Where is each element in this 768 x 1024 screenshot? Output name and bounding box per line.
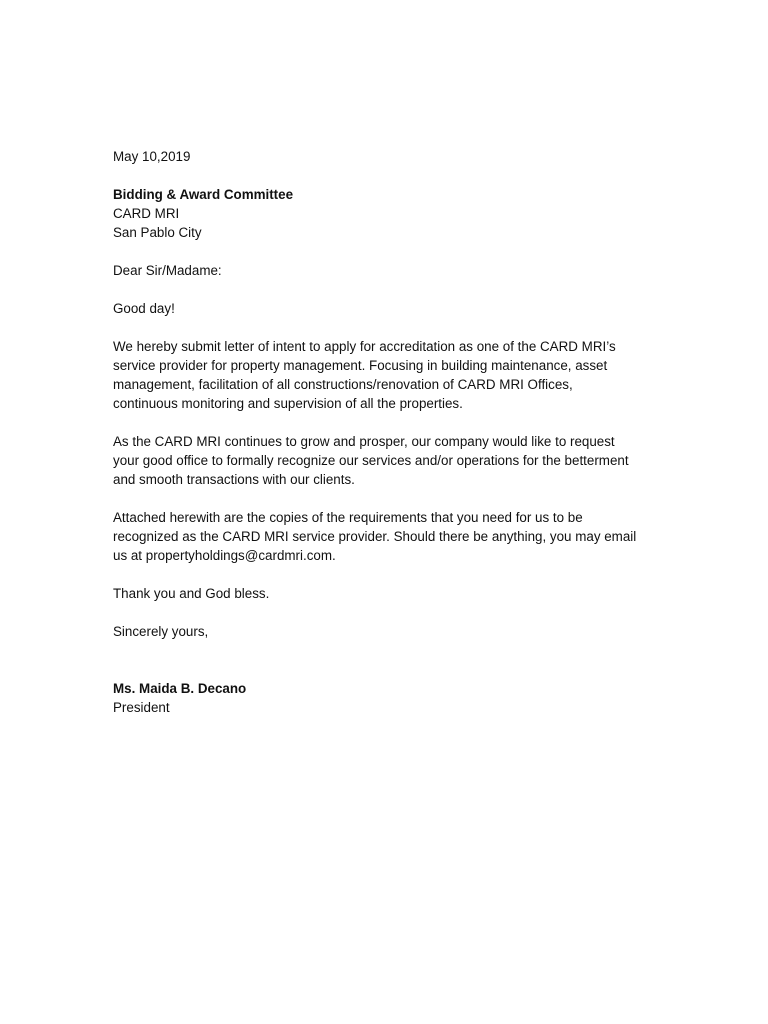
signatory-name: Ms. Maida B. Decano bbox=[113, 681, 247, 696]
paragraph-line: service provider for property management. Focusing in building maintenance, asset bbox=[113, 358, 608, 373]
paragraph-line: your good office to formally recognize our services and/or operations for the betterment bbox=[113, 453, 629, 468]
closing-line: Sincerely yours, bbox=[113, 624, 209, 639]
recipient-city: San Pablo City bbox=[113, 225, 202, 240]
letter-date-block bbox=[113, 147, 673, 166]
closing-block bbox=[113, 622, 673, 641]
recipient-address bbox=[113, 185, 673, 242]
letter-date: May 10,2019 bbox=[113, 149, 191, 164]
paragraph-line: us at propertyholdings@cardmri.com. bbox=[113, 548, 336, 563]
salutation: Dear Sir/Madame: bbox=[113, 263, 222, 278]
paragraph-intent bbox=[113, 337, 673, 413]
paragraph-line: management, facilitation of all constructions/renovation of CARD MRI Offices, bbox=[113, 377, 573, 392]
paragraph-line: Attached herewith are the copies of the requirements that you need for us to be bbox=[113, 510, 583, 525]
salutation-block bbox=[113, 261, 673, 280]
recipient-organization: CARD MRI bbox=[113, 206, 180, 221]
paragraph-line: recognized as the CARD MRI service provider. Should there be anything, you may email bbox=[113, 529, 637, 544]
signature-block bbox=[113, 679, 673, 717]
thanks-line: Thank you and God bless. bbox=[113, 586, 270, 601]
paragraph-line: We hereby submit letter of intent to apply for accreditation as one of the CARD MRI’s bbox=[113, 339, 616, 354]
thanks-block bbox=[113, 584, 673, 603]
paragraph-line: As the CARD MRI continues to grow and prosper, our company would like to request bbox=[113, 434, 615, 449]
recipient-committee: Bidding & Award Committee bbox=[113, 187, 294, 202]
paragraph-attachments bbox=[113, 508, 673, 565]
paragraph-line: and smooth transactions with our clients. bbox=[113, 472, 355, 487]
letter-body bbox=[113, 147, 673, 717]
paragraph-line: continuous monitoring and supervision of all the properties. bbox=[113, 396, 463, 411]
signature-space bbox=[113, 641, 673, 679]
signatory-title: President bbox=[113, 700, 170, 715]
greeting-block bbox=[113, 299, 673, 318]
greeting: Good day! bbox=[113, 301, 175, 316]
paragraph-request bbox=[113, 432, 673, 489]
